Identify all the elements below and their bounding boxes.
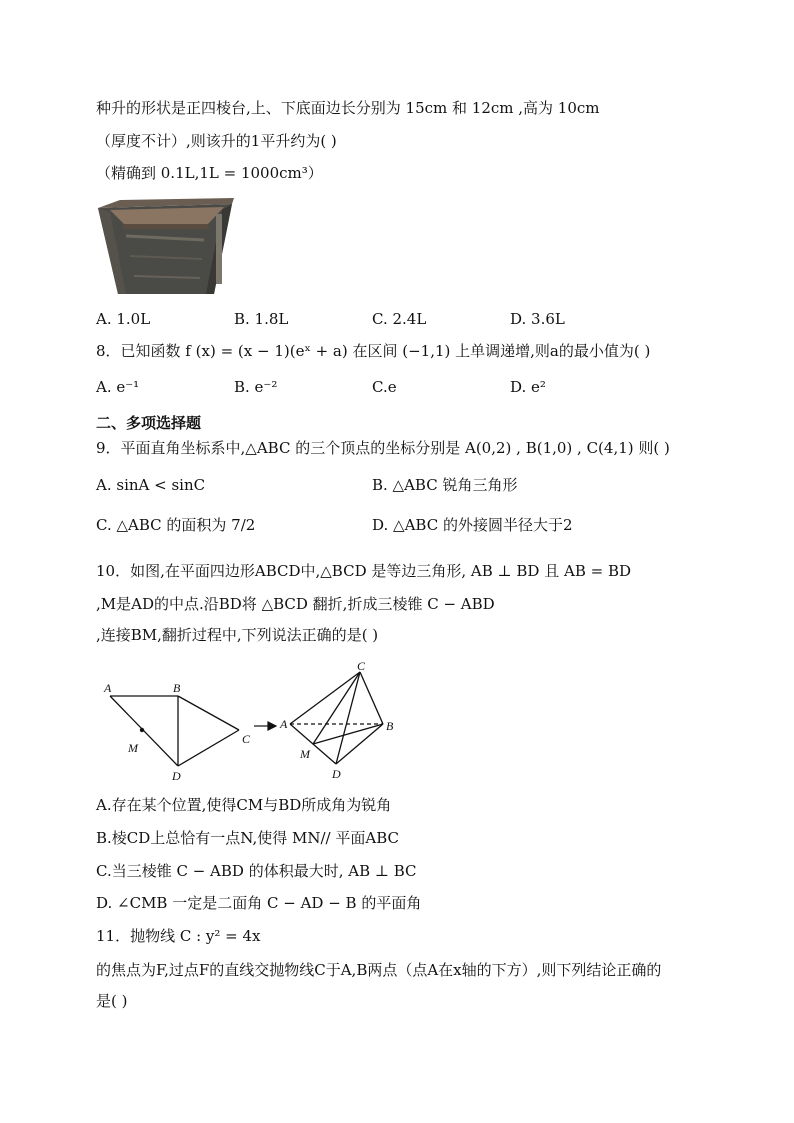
q8-option-c: C.e — [372, 378, 397, 396]
q7-stem-line2: （厚度不计）,则该升的1平升约为( ) — [96, 132, 337, 150]
q10-stem-line3: ,连接BM,翻折过程中,下列说法正确的是( ) — [96, 626, 379, 644]
label-m-fold: M — [300, 747, 310, 761]
label-c-flat: C — [242, 732, 251, 746]
q7-stem-line3: （精确到 0.1L,1L = 1000cm³） — [96, 164, 323, 182]
label-a-flat: A — [104, 681, 112, 695]
label-c-fold: C — [357, 660, 366, 673]
q9-stem: 9．平面直角坐标系中,△ABC 的三个顶点的坐标分别是 A(0,2) , B(1,0) , C(4,1) 则( ) — [96, 439, 670, 457]
q10-option-d: D. ∠CMB 一定是二面角 C − AD − B 的平面角 — [96, 894, 422, 912]
q10-stem-line1: 10．如图,在平面四边形ABCD中,△BCD 是等边三角形, AB ⊥ BD 且 AB = BD — [96, 562, 631, 580]
q11-stem-line3: 是( ) — [96, 992, 128, 1010]
quadrilateral-abcd — [110, 696, 239, 766]
q11-stem-line2: 的焦点为F,过点F的直线交抛物线C于A,B两点（点A在x轴的下方）,则下列结论正确的 — [96, 961, 662, 979]
label-b-fold: B — [386, 719, 394, 733]
q7-option-a: A. 1.0L — [96, 310, 151, 328]
q9-option-a: A. sinA < sinC — [96, 476, 206, 494]
q7-option-b: B. 1.8L — [234, 310, 289, 328]
q7-option-d: D. 3.6L — [510, 310, 565, 328]
sheng-container-photo — [96, 196, 236, 296]
q10-option-a: A.存在某个位置,使得CM与BD所成角为锐角 — [96, 796, 392, 814]
q10-stem-line2: ,M是AD的中点.沿BD将 △BCD 翻折,折成三棱锥 C − ABD — [96, 595, 495, 613]
label-d-flat: D — [172, 769, 181, 783]
q9-option-b: B. △ABC 锐角三角形 — [372, 476, 518, 494]
label-d-fold: D — [332, 767, 341, 781]
q8-option-b: B. e⁻² — [234, 378, 278, 396]
label-a-fold: A — [280, 717, 288, 731]
q7-stem-line1: 种升的形状是正四棱台,上、下底面边长分别为 15cm 和 12cm ,高为 10cm — [96, 99, 600, 117]
fold-arrow — [254, 722, 276, 730]
q10-folding-figure — [96, 660, 406, 785]
q9-option-d: D. △ABC 的外接圆半径大于2 — [372, 516, 573, 534]
q10-option-b: B.棱CD上总恰有一点N,使得 MN// 平面ABC — [96, 829, 399, 847]
q8-option-d: D. e² — [510, 378, 546, 396]
q10-option-c: C.当三棱锥 C − ABD 的体积最大时, AB ⊥ BC — [96, 862, 417, 880]
q9-option-c: C. △ABC 的面积为 7/2 — [96, 516, 256, 534]
q8-stem: 8．已知函数 f (x) = (x − 1)(eˣ + a) 在区间 (−1,1) 上单调递增,则a的最小值为( ) — [96, 342, 651, 360]
midpoint-m-dot — [140, 728, 144, 732]
label-b-flat: B — [173, 681, 181, 695]
label-m-flat: M — [128, 741, 138, 755]
q8-option-a: A. e⁻¹ — [96, 378, 140, 396]
q11-stem-line1: 11．抛物线 C : y² = 4x — [96, 927, 261, 945]
section-title-multiple-choice: 二、多项选择题 — [96, 414, 202, 432]
q7-option-c: C. 2.4L — [372, 310, 427, 328]
